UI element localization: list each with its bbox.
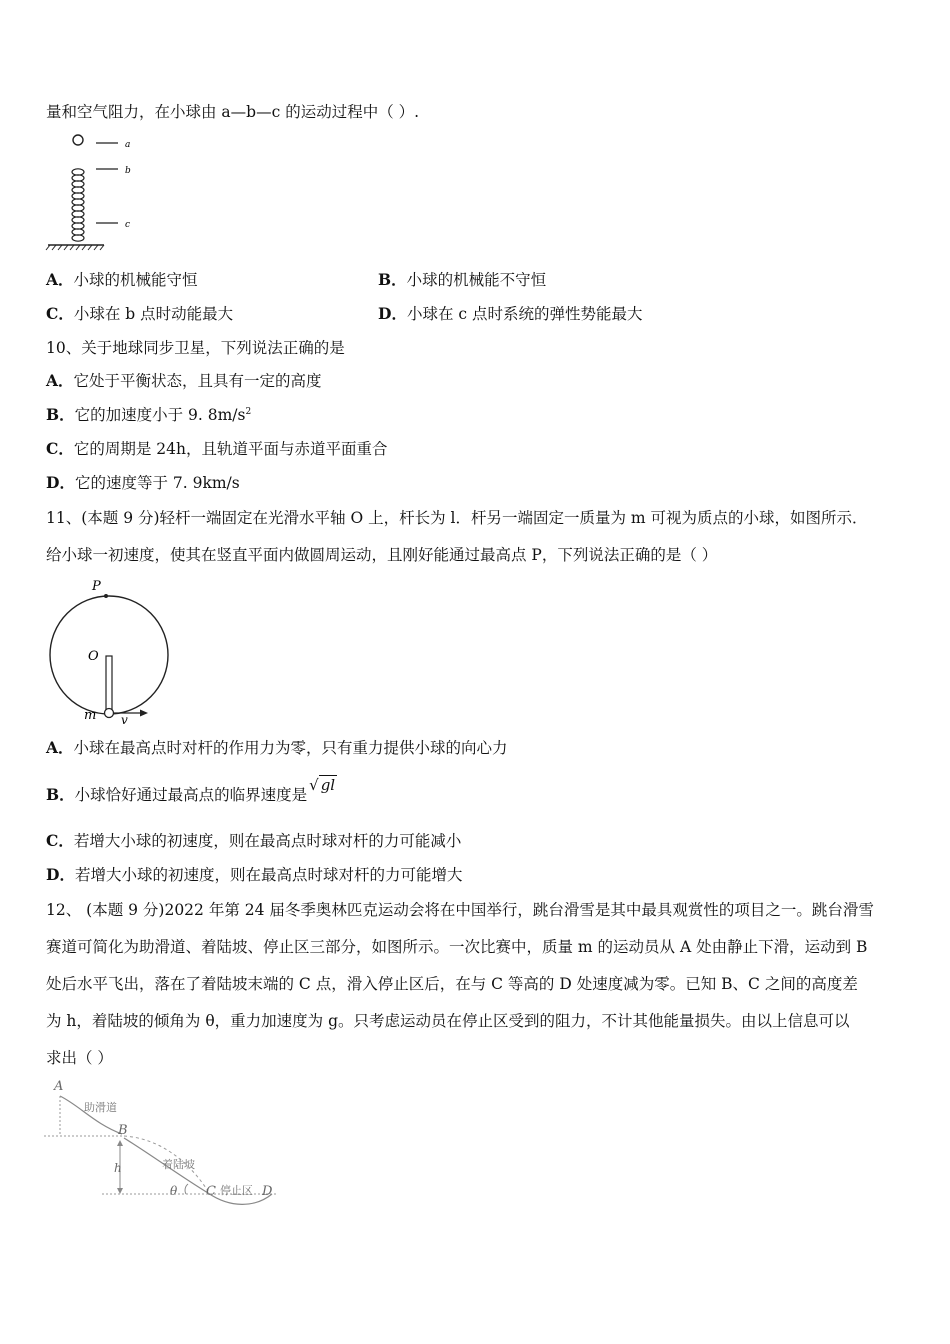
q10-option-c: C．它的周期是 24h，且轨道平面与赤道平面重合 bbox=[46, 439, 388, 458]
q9-option-b: B．小球的机械能不守恒 bbox=[378, 270, 547, 289]
q10-option-a: A．它处于平衡状态，且具有一定的高度 bbox=[46, 371, 322, 390]
top-point-p bbox=[104, 594, 108, 598]
zone-inrun: 助滑道 bbox=[84, 1101, 117, 1114]
label-theta: θ bbox=[170, 1184, 178, 1198]
circle-rod-figure bbox=[44, 574, 174, 726]
label-a: a bbox=[125, 140, 131, 150]
label-b: B bbox=[118, 1123, 128, 1138]
label-b: b bbox=[125, 166, 131, 176]
spring-figure bbox=[44, 128, 144, 252]
q9-option-c: C．小球在 b 点时动能最大 bbox=[46, 304, 234, 323]
q10-option-b: B．它的加速度小于 9. $8m/s^2$ bbox=[46, 405, 252, 424]
zone-outrun: 停止区 bbox=[220, 1184, 253, 1197]
q12-stem-line-1: 12、 (本题 9 分)2022 年第 24 届冬季奥林匹克运动会将在中国举行，跳台滑雪是其中最具观赏性的项目之一。跳台滑雪 bbox=[46, 901, 874, 919]
label-d: D bbox=[262, 1184, 273, 1199]
q12-stem-line-2: 赛道可简化为助滑道、着陆坡、停止区三部分，如图所示。一次比赛中，质量 m 的运动员从 A 处由静止下滑，运动到 B bbox=[46, 938, 868, 956]
light-rod bbox=[106, 656, 112, 712]
q11-option-c: C．若增大小球的初速度，则在最高点时球对杆的力可能减小 bbox=[46, 831, 462, 850]
label-c: C bbox=[206, 1184, 216, 1199]
label-h: h bbox=[114, 1161, 122, 1175]
label-a: A bbox=[54, 1079, 64, 1094]
ball-m-icon bbox=[105, 709, 114, 718]
sqrt-formula: √ gl bbox=[309, 776, 336, 794]
q11-stem-line-2: 给小球一初速度，使其在竖直平面内做圆周运动，且刚好能通过最高点 P，下列说法正确的是（ ） bbox=[46, 546, 718, 564]
theta-arc bbox=[185, 1184, 188, 1194]
label-v: v bbox=[121, 713, 128, 726]
q9-option-d: D．小球在 c 点时系统的弹性势能最大 bbox=[378, 304, 643, 323]
q11-option-b: B．小球恰好通过最高点的临界速度是√ gl bbox=[46, 776, 336, 804]
h-arrow-up-icon bbox=[117, 1140, 123, 1146]
ground-hatch bbox=[46, 245, 104, 250]
spring-coil bbox=[72, 169, 84, 241]
label-o: O bbox=[88, 649, 99, 664]
q11-stem-line-1: 11、(本题 9 分)轻杆一端固定在光滑水平轴 O 上，杆长为 l．杆另一端固定一质量为 m 可视为质点的小球，如图所示． bbox=[46, 509, 868, 527]
q12-stem-line-4: 为 h，着陆坡的倾角为 θ，重力加速度为 g。只考虑运动员在停止区受到的阻力，不计其他能量损失。由以上信息可以 bbox=[46, 1012, 850, 1030]
label-m: m bbox=[84, 708, 97, 723]
q10-stem: 10、关于地球同步卫星，下列说法正确的是 bbox=[46, 339, 345, 357]
q9-option-a: A．小球的机械能守恒 bbox=[46, 270, 198, 289]
label-p: P bbox=[92, 579, 101, 594]
q12-stem-line-5: 求出（ ） bbox=[46, 1049, 113, 1067]
label-c: c bbox=[125, 220, 131, 230]
ball-icon bbox=[73, 135, 83, 145]
q9-stem-tail: 量和空气阻力，在小球由 a—b—c 的运动过程中（ ）. bbox=[46, 103, 420, 121]
h-arrow-down-icon bbox=[117, 1188, 123, 1194]
zone-landing: 着陆坡 bbox=[162, 1158, 195, 1171]
q10-option-d: D．它的速度等于 7. 9km/s bbox=[46, 473, 240, 492]
arrow-head-icon bbox=[140, 710, 148, 717]
ski-jump-figure bbox=[40, 1076, 290, 1206]
q11-option-a: A．小球在最高点时对杆的作用力为零，只有重力提供小球的向心力 bbox=[46, 738, 508, 757]
q12-stem-line-3: 处后水平飞出，落在了着陆坡末端的 C 点，滑入停止区后，在与 C 等高的 D 处速度减为零。已知 B、C 之间的高度差 bbox=[46, 975, 858, 993]
q11-option-d: D．若增大小球的初速度，则在最高点时球对杆的力可能增大 bbox=[46, 865, 463, 884]
